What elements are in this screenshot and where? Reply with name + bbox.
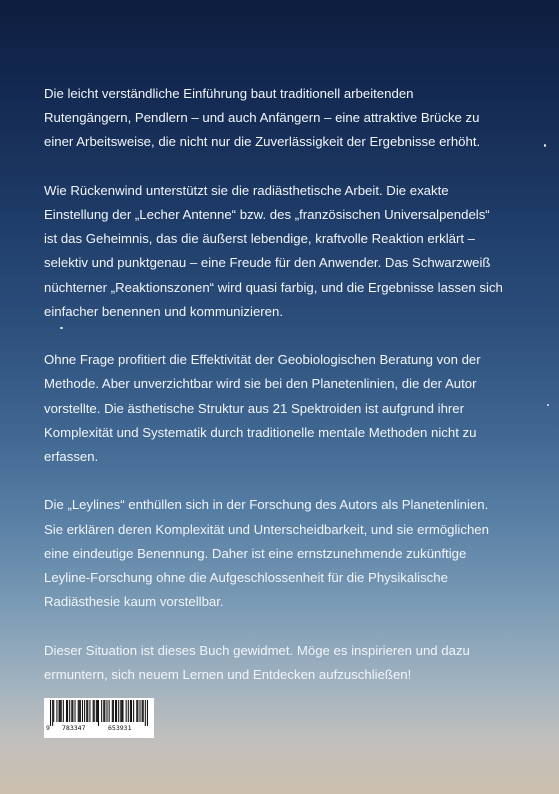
- barcode-bar: [147, 700, 148, 726]
- barcode-prefix-digit: 9: [46, 724, 50, 732]
- blurb-line: vorstellte. Die ästhetische Struktur aus 21 Spektroiden ist aufgrund ihrer: [44, 400, 465, 416]
- barcode-bar: [145, 700, 146, 726]
- star-speck: [547, 404, 549, 406]
- barcode-bar: [63, 700, 64, 722]
- blurb-line: erfassen.: [44, 449, 99, 465]
- blurb-line: Einstellung der „Lecher Antenne“ bzw. des „französischen Universalpendels“: [44, 207, 490, 222]
- barcode-bar: [122, 700, 123, 722]
- barcode-bar: [52, 700, 53, 726]
- barcode-bar: [82, 700, 83, 722]
- blurb-paragraph-1: [44, 82, 516, 155]
- barcode-bar: [131, 700, 132, 722]
- blurb-line: Leyline-Forschung ohne die Aufgeschlossenheit für die Physikalische: [44, 570, 448, 586]
- blurb-line: selektiv und punktgenau – eine Freude für den Anwender. Das Schwarzweiß: [44, 255, 491, 271]
- barcode-bar: [116, 700, 117, 722]
- barcode-bar: [93, 700, 94, 722]
- barcode-bar: [66, 700, 67, 722]
- barcode-bar: [71, 700, 72, 722]
- blurb-text: [44, 82, 516, 711]
- blurb-line: Rutengängern, Pendlern – und auch Anfängern – eine attraktive Brücke zu: [44, 110, 480, 126]
- blurb-line: Die „Leylines“ enthüllen sich in der Forschung des Autors als Planetenlinien.: [44, 497, 489, 513]
- barcode-bar: [60, 700, 61, 722]
- barcode-bar: [128, 700, 129, 722]
- barcode-bar: [143, 700, 144, 722]
- blurb-paragraph-3: [44, 348, 516, 469]
- barcode-bar: [98, 700, 99, 726]
- isbn-barcode: [44, 698, 154, 738]
- blurb-line: Radiästhesie kaum vorstellbar.: [44, 594, 224, 610]
- barcode-bar: [126, 700, 127, 722]
- barcode-bar: [142, 700, 143, 722]
- barcode-bar: [84, 700, 85, 722]
- barcode-bar: [86, 700, 87, 722]
- barcode-bar: [61, 700, 62, 722]
- barcode-bar: [120, 700, 121, 722]
- barcode-digits: [44, 724, 154, 736]
- barcode-bar: [106, 700, 107, 722]
- blurb-line: Die leicht verständliche Einführung baut traditionell arbeitenden: [44, 86, 414, 101]
- star-speck: [544, 144, 546, 147]
- barcode-bar: [78, 700, 79, 722]
- barcode-right-group: 653931: [108, 724, 132, 732]
- barcode-bar: [89, 700, 90, 722]
- barcode-bar: [115, 700, 116, 722]
- barcode-bar: [130, 700, 131, 722]
- barcode-bar: [96, 700, 97, 722]
- barcode-bar: [101, 700, 102, 722]
- barcode-bar: [97, 700, 98, 722]
- blurb-line: ist das Geheimnis, das die äußerst lebendige, kraftvolle Reaktion erklärt –: [44, 231, 476, 247]
- blurb-line: Dieser Situation ist dieses Buch gewidmet. Möge es inspirieren und dazu: [44, 642, 470, 658]
- barcode-left-group: 783347: [62, 724, 86, 732]
- barcode-bar: [137, 700, 138, 722]
- barcode-bar: [133, 700, 134, 722]
- blurb-line: einfacher benennen und kommunizieren.: [44, 303, 283, 319]
- barcode-bar: [69, 700, 70, 722]
- blurb-line: ermuntern, sich neuem Lernen und Entdecken aufzuschließen!: [44, 666, 412, 682]
- barcode-bar: [80, 700, 81, 722]
- barcode-bar: [59, 700, 60, 722]
- barcode-bar: [139, 700, 140, 722]
- barcode-bars: [50, 700, 148, 726]
- blurb-line: eine eindeutige Benennung. Daher ist eine ernstzunehmende zukünftige: [44, 545, 467, 561]
- blurb-line: Methode. Aber unverzichtbar wird sie bei den Planetenlinien, die der Autor: [44, 376, 477, 392]
- blurb-paragraph-2: [44, 179, 516, 324]
- barcode-bar: [72, 700, 73, 722]
- barcode-bar: [56, 700, 57, 722]
- barcode-bar: [118, 700, 119, 722]
- blurb-line: Wie Rückenwind unterstützt sie die radiästhetische Arbeit. Die exakte: [44, 182, 449, 198]
- barcode-bar: [109, 700, 110, 722]
- barcode-bar: [113, 700, 114, 722]
- barcode-bar: [136, 700, 137, 722]
- blurb-line: Sie erklären deren Komplexität und Unterscheidbarkeit, und sie ermöglichen: [44, 521, 489, 537]
- barcode-bar: [103, 700, 104, 722]
- blurb-line: Komplexität und Systematik durch traditionelle mentale Methoden nicht zu: [44, 424, 477, 440]
- blurb-line: nüchterner „Reaktionszonen“ wird quasi farbig, und die Ergebnisse lassen sich: [44, 279, 503, 295]
- barcode-bar: [50, 700, 51, 726]
- barcode-bar: [94, 700, 95, 722]
- barcode-bar: [79, 700, 80, 722]
- barcode-bar: [53, 700, 54, 722]
- blurb-paragraph-5: [44, 639, 516, 687]
- barcode-bar: [75, 700, 76, 722]
- barcode-bar: [87, 700, 88, 722]
- blurb-line: einer Arbeitsweise, die nicht nur die Zuverlässigkeit der Ergebnisse erhöht.: [44, 134, 481, 150]
- blurb-paragraph-4: [44, 493, 516, 614]
- barcode-bar: [121, 700, 122, 722]
- barcode-bar: [104, 700, 105, 722]
- barcode-bar: [112, 700, 113, 722]
- barcode-bar: [67, 700, 68, 722]
- blurb-line: Ohne Frage profitiert die Effektivität der Geobiologischen Beratung von der: [44, 352, 481, 368]
